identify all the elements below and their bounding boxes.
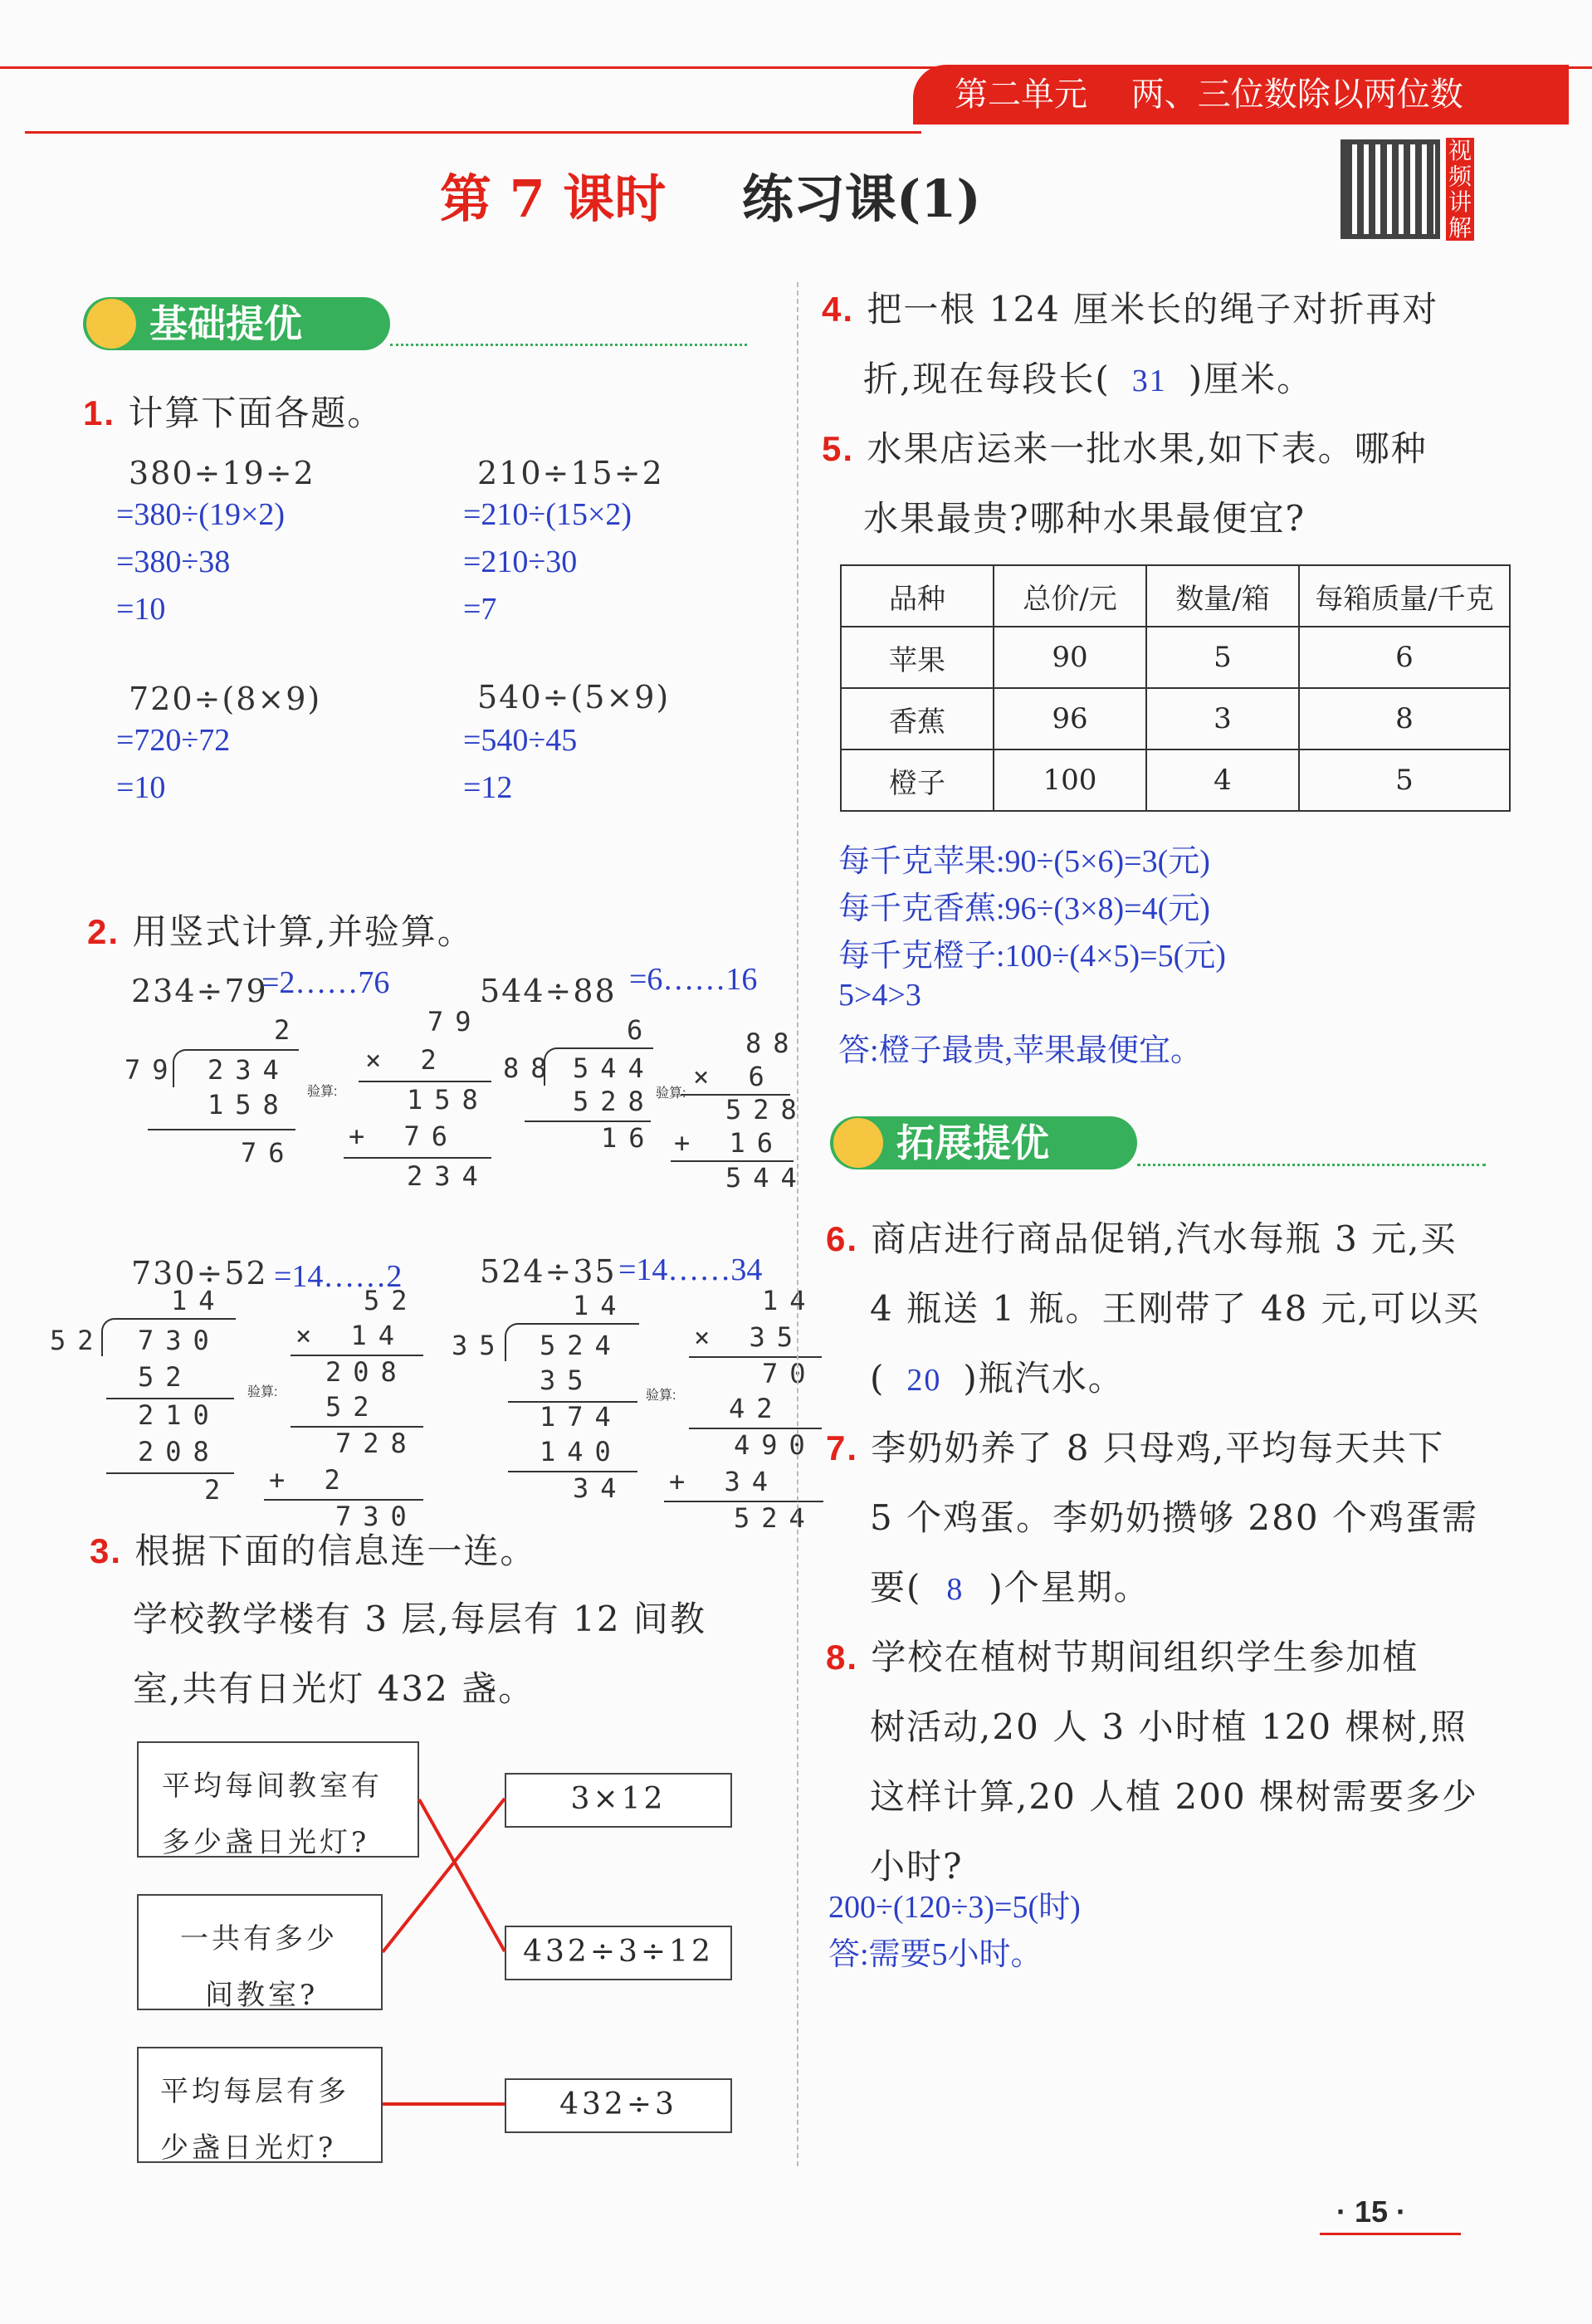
q2-quotient: 14 <box>573 1290 628 1321</box>
q1-expr-2: 210÷15÷2 <box>477 455 664 491</box>
q1-expr-1: 380÷19÷2 <box>129 455 315 491</box>
q2-partial: 208 <box>138 1436 221 1467</box>
q8-solution: 答:需要5小时。 <box>828 1937 1043 1972</box>
box-text: 平均每间教室有 <box>162 1770 383 1803</box>
q2-check-line: 544 <box>725 1162 808 1194</box>
q5-solution: 每千克橙子:100÷(4×5)=5(元) <box>838 939 1226 974</box>
section-extend-header <box>830 1116 1137 1169</box>
q2-divisor: 88 <box>503 1052 559 1084</box>
q2-expr-3: 730÷52 <box>131 1255 268 1291</box>
box-text: 一共有多少 <box>180 1922 338 1955</box>
q2-dividend: 524 <box>540 1330 623 1361</box>
q5-line-2: 水果最贵?哪种水果最便宜? <box>863 498 1306 539</box>
trophy-icon <box>833 1118 883 1168</box>
q2-check-line: 79 <box>427 1006 483 1038</box>
q3-text-3: 室,共有日光灯 432 盏。 <box>133 1668 535 1709</box>
table-cell: 3 <box>1146 688 1299 749</box>
section-extend-rule <box>1137 1164 1486 1166</box>
connect-line <box>383 1799 505 1952</box>
q1-step: =210÷30 <box>463 544 578 579</box>
q2-answer-2: =6……16 <box>629 962 758 997</box>
q3-right-box-2[interactable]: 432÷3÷12 <box>505 1926 732 1980</box>
q3-prompt: 3. 根据下面的信息连一连。 <box>90 1531 537 1571</box>
q2-expr-4: 524÷35 <box>480 1253 617 1290</box>
table-header: 数量/箱 <box>1146 565 1299 627</box>
connect-line <box>419 1799 505 1951</box>
q2-partial: 35 <box>540 1365 595 1396</box>
q2-expr-1: 234÷79 <box>131 973 268 1009</box>
q2-check-line: + 2 <box>269 1464 352 1496</box>
q2-remainder: 16 <box>601 1122 657 1154</box>
q4-line-1: 4. 把一根 124 厘米长的绳子对折再对 <box>822 289 1439 330</box>
column-divider <box>797 282 798 2166</box>
q2-check-label: 验算: <box>656 1086 686 1101</box>
q2-partial: 158 <box>208 1089 291 1120</box>
q2-check-label: 验算: <box>247 1385 278 1399</box>
q1-expr-3: 720÷(8×9) <box>129 681 322 717</box>
table-row <box>841 749 1510 811</box>
q2-check-line: + 34 <box>669 1466 780 1497</box>
table-header: 品种 <box>841 565 994 627</box>
q1-step: =380÷(19×2) <box>116 497 286 532</box>
q2-check-line: 52 <box>364 1285 419 1316</box>
q2-dividend: 234 <box>208 1054 291 1086</box>
q2-check-line: 528 <box>725 1094 808 1125</box>
q2-dividend: 544 <box>573 1052 656 1084</box>
q7-line-3: 要( 8 )个星期。 <box>870 1567 1150 1608</box>
lesson-number: 第 7 课时 <box>440 168 667 229</box>
q6-line-2: 4 瓶送 1 瓶。王刚带了 48 元,可以买 <box>870 1288 1480 1329</box>
table-cell: 橙子 <box>841 749 994 811</box>
q2-check-line: × 2 <box>365 1044 448 1076</box>
q2-quotient: 2 <box>274 1014 302 1046</box>
q8-line-2: 树活动,20 人 3 小时植 120 棵树,照 <box>870 1706 1467 1747</box>
table-cell: 6 <box>1299 627 1510 688</box>
video-label[interactable]: 视频讲解 <box>1446 138 1474 241</box>
page-number: · 15 · <box>1336 2195 1407 2229</box>
q1-step: =380÷38 <box>116 544 231 579</box>
q2-check-line: 52 <box>325 1391 381 1423</box>
table-cell: 5 <box>1299 749 1510 811</box>
q5-solution: 每千克香蕉:96÷(3×8)=4(元) <box>838 891 1210 926</box>
q6-answer: 20 <box>906 1363 942 1398</box>
q2-check-label: 验算: <box>646 1389 676 1403</box>
box-text: 多少盏日光灯? <box>162 1826 370 1859</box>
q1-step: =10 <box>116 770 166 805</box>
q1-step: =720÷72 <box>116 723 231 758</box>
q2-remainder: 76 <box>241 1137 296 1169</box>
q2-check-line: 42 <box>729 1393 784 1424</box>
table-row <box>841 627 1510 688</box>
section-basic-title: 基础提优 <box>149 301 302 346</box>
q2-check-line: 490 <box>734 1429 817 1461</box>
page-rule <box>1320 2233 1461 2235</box>
q3-right-box-1[interactable]: 3×12 <box>505 1773 732 1828</box>
q1-prompt: 1. 计算下面各题。 <box>83 393 384 433</box>
table-cell: 4 <box>1146 749 1299 811</box>
q6-line-3: ( 20 )瓶汽水。 <box>870 1358 1125 1399</box>
q2-check-line: 208 <box>325 1356 408 1388</box>
box-text: 平均每层有多 <box>160 2075 349 2108</box>
q2-divisor: 35 <box>452 1330 507 1361</box>
q2-partial: 140 <box>540 1436 623 1467</box>
unit-label: 第二单元 <box>955 76 1087 114</box>
q7-answer: 8 <box>946 1572 964 1607</box>
lesson-name: 练习课(1) <box>741 168 981 229</box>
q2-check-line: 728 <box>335 1428 418 1459</box>
unit-title: 两、三位数除以两位数 <box>1131 76 1463 114</box>
section-extend-title: 拓展提优 <box>896 1120 1049 1165</box>
q2-check-line: + 16 <box>674 1127 785 1159</box>
box-text: 间教室? <box>205 1979 319 2012</box>
q7-line-1: 7. 李奶奶养了 8 只母鸡,平均每天共下 <box>826 1428 1445 1468</box>
q2-check-line: + 76 <box>349 1120 460 1152</box>
q2-divisor: 52 <box>50 1325 105 1356</box>
q8-line-4: 小时? <box>870 1846 964 1887</box>
q5-solution: 5>4>3 <box>838 978 921 1013</box>
q2-check-line: × 6 <box>693 1061 776 1092</box>
table-row <box>841 688 1510 749</box>
q1-step: =12 <box>463 770 513 805</box>
table-cell: 100 <box>994 749 1146 811</box>
q3-right-box-3[interactable]: 432÷3 <box>505 2078 732 2133</box>
q2-check-line: 14 <box>762 1285 818 1316</box>
table-cell: 90 <box>994 627 1146 688</box>
q2-check-label: 验算: <box>307 1085 338 1099</box>
q2-partial: 528 <box>573 1086 656 1117</box>
table-header-row <box>841 565 1510 627</box>
q5-line-1: 5. 水果店运来一批水果,如下表。哪种 <box>822 428 1428 469</box>
q1-step: =210÷(15×2) <box>463 497 632 532</box>
q2-answer-4: =14……34 <box>618 1252 763 1287</box>
table-cell: 5 <box>1146 627 1299 688</box>
fruit-table <box>840 564 1511 812</box>
q4-line-2: 折,现在每段长( 31 )厘米。 <box>863 359 1314 399</box>
q8-line-3: 这样计算,20 人植 200 棵树需要多少 <box>870 1776 1479 1817</box>
q2-remainder: 2 <box>204 1474 232 1506</box>
table-header: 每箱质量/千克 <box>1299 565 1510 627</box>
q4-answer: 31 <box>1131 364 1167 398</box>
q6-line-1: 6. 商店进行商品促销,汽水每瓶 3 元,买 <box>826 1218 1458 1259</box>
q2-check-line: 730 <box>335 1501 418 1532</box>
box-text: 少盏日光灯? <box>160 2131 337 2165</box>
table-header: 总价/元 <box>994 565 1146 627</box>
table-cell: 苹果 <box>841 627 994 688</box>
q2-check-line: 524 <box>734 1502 817 1534</box>
q2-partial: 174 <box>540 1401 623 1433</box>
q2-remainder: 34 <box>573 1472 628 1504</box>
q2-check-line: 234 <box>407 1160 490 1192</box>
q7-line-2: 5 个鸡蛋。李奶奶攒够 280 个鸡蛋需 <box>870 1497 1478 1538</box>
q2-dividend: 730 <box>138 1325 221 1356</box>
q5-solution: 答:橙子最贵,苹果最便宜。 <box>838 1033 1203 1068</box>
q2-check-line: 70 <box>762 1358 818 1389</box>
q2-quotient: 14 <box>171 1285 227 1316</box>
q1-step: =540÷45 <box>463 723 578 758</box>
q2-prompt: 2. 用竖式计算,并验算。 <box>87 911 474 952</box>
q2-quotient: 6 <box>627 1014 655 1046</box>
q8-solution: 200÷(120÷3)=5(时) <box>828 1890 1081 1925</box>
q2-expr-2: 544÷88 <box>480 973 617 1009</box>
q1-step: =10 <box>116 592 166 627</box>
q8-line-1: 8. 学校在植树节期间组织学生参加植 <box>826 1637 1419 1677</box>
q2-partial: 52 <box>138 1361 193 1393</box>
q2-check-line: 88 <box>745 1028 801 1059</box>
q1-expr-4: 540÷(5×9) <box>477 679 671 715</box>
q2-partial: 210 <box>138 1399 221 1431</box>
table-cell: 香蕉 <box>841 688 994 749</box>
q3-text-2: 学校教学楼有 3 层,每层有 12 间教 <box>133 1599 706 1639</box>
q2-check-line: 158 <box>407 1084 490 1116</box>
table-cell: 8 <box>1299 688 1510 749</box>
q2-answer-1: =2……76 <box>261 965 390 1000</box>
q2-answer-3: =14……2 <box>274 1259 403 1294</box>
q1-step: =7 <box>463 592 497 627</box>
table-cell: 96 <box>994 688 1146 749</box>
q2-check-line: × 14 <box>295 1320 407 1351</box>
q5-solution: 每千克苹果:90÷(5×6)=3(元) <box>838 844 1210 879</box>
q2-check-line: × 35 <box>694 1321 805 1353</box>
q2-divisor: 79 <box>125 1054 180 1086</box>
